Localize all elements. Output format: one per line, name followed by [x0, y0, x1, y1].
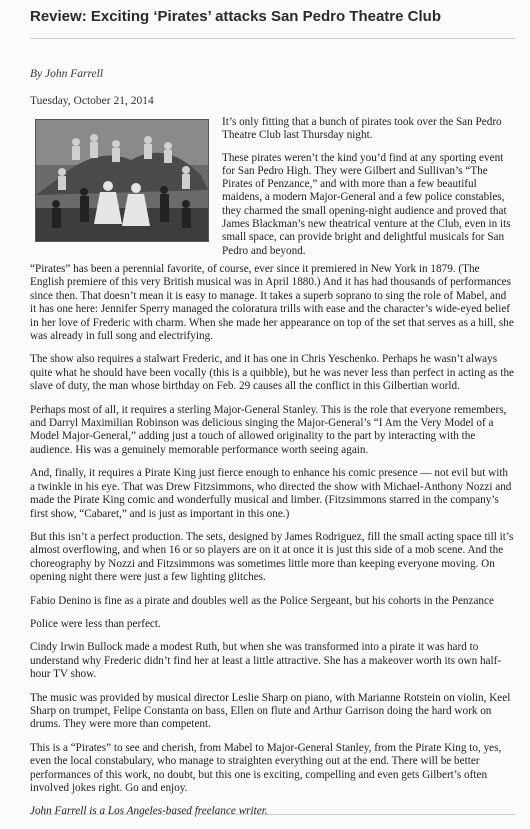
byline: By John Farrell: [30, 68, 104, 80]
paragraph: It’s only fitting that a bunch of pirates took over the San Pedro Theatre Club last Thursday night.: [222, 116, 502, 142]
paragraph: Perhaps most of all, it requires a sterling Major-General Stanley. This is the role that everyone remembers, and Darryl Maximilian Robinson was delicious singing the Major-General’s “I Am the Very Model of a Model Major-General,” adding just a touch of allowed originality to the part by interacting with the audience. His was a genuinely memorable performance worth seeing again.: [30, 403, 507, 456]
intro-column: [222, 116, 512, 267]
author-note: John Farrell is a Los Angeles-based freelance writer.: [30, 805, 268, 818]
paragraph: Cindy Irwin Bullock made a modest Ruth, but when she was transformed into a pirate it was hard to understand why Frederic didn’t find her at least a little attractive. She has a makeover worth its own half-hour TV show.: [30, 641, 502, 681]
paragraph: But this isn’t a perfect production. The sets, designed by James Rodriguez, fill the small acting space till it’s almost overflowing, and when 16 or so players are on it at once it is just this side of a mob scene. And the choreography by Nozzi and Fitzsimmons was sometimes little more than keeping everyone moving. On opening night there were just a few lighting glitches.: [30, 530, 514, 584]
divider: [30, 814, 515, 815]
article-body: [30, 263, 515, 829]
production-photo: [35, 119, 209, 242]
paragraph: These pirates weren’t the kind you’d find at any sporting event for San Pedro High. They were Gilbert and Sullivan’s “The Pirates of Penzance,” and with more than a few beautiful maidens, a modern Major-General and a few police constables, they charmed the small opening-night audience and proved that James Blackman’s new theatrical venture at the Club, even in its small space, can provide bright and delightful musicals for San Pedro and beyond.: [222, 151, 511, 257]
paragraph: And, finally, it requires a Pirate King just fierce enough to enhance his comic presence — not evil but with a twinkle in his eye. That was Drew Fitzsimmons, who directed the show with Michael-Anthony Nozzi and made the Pirate King comic and wonderfully musical and limber. (Fitzsimmons starred in the company’s first show, “Cabaret,” and is just as important in this one.): [30, 467, 512, 520]
dateline: Tuesday, October 21, 2014: [30, 95, 154, 107]
paragraph: The music was provided by musical director Leslie Sharp on piano, with Marianne Rotstein on violin, Keel Sharp on trumpet, Felipe Constanta on bass, Ellen on flute and Arthur Garrison doing the hard work on drums. They were more than competent.: [30, 691, 511, 731]
paragraph: Police were less than perfect.: [30, 617, 161, 630]
paragraph: This is a “Pirates” to see and cherish, from Mabel to Major-General Stanley, from the Pirate King to, yes, even the local constabulary, who manage to straighten everything out at the end. There will be better performances of this work, no doubt, but this one is exciting, compelling and even gets Gilbert’s often involved jokes right. Go and enjoy.: [30, 741, 502, 794]
divider: [30, 38, 515, 39]
paragraph: The show also requires a stalwart Frederic, and it has one in Chris Yeschenko. Perhaps he wasn’t always quite what he should have been vocally (this is a quibble), but he was never less than perfect in acting as the slave of duty, the man whose birthday on Feb. 29 causes all the conflict in this Gilbertian world.: [30, 353, 515, 393]
paragraph: Fabio Denino is fine as a pirate and doubles well as the Police Sergeant, but his cohorts in the Penzance: [30, 594, 494, 607]
headline: Review: Exciting ‘Pirates’ attacks San Pedro Theatre Club: [30, 8, 441, 25]
paragraph: “Pirates” has been a perennial favorite, of course, ever since it premiered in New York in 1879. (The English premiere of this very British musical was in April 1880.) And it has had thousands of performances since then. That doesn’t mean it is easy to manage. It takes a superb soprano to sing the role of Mabel, and it has one here: Jennifer Sperry managed the coloratura trills with ease and the character’s wide-eyed belief in her love of Frederic with charm. When she made her appearance on top of the set that serves as a hill, she was already in full song and electrifying.: [30, 263, 514, 343]
